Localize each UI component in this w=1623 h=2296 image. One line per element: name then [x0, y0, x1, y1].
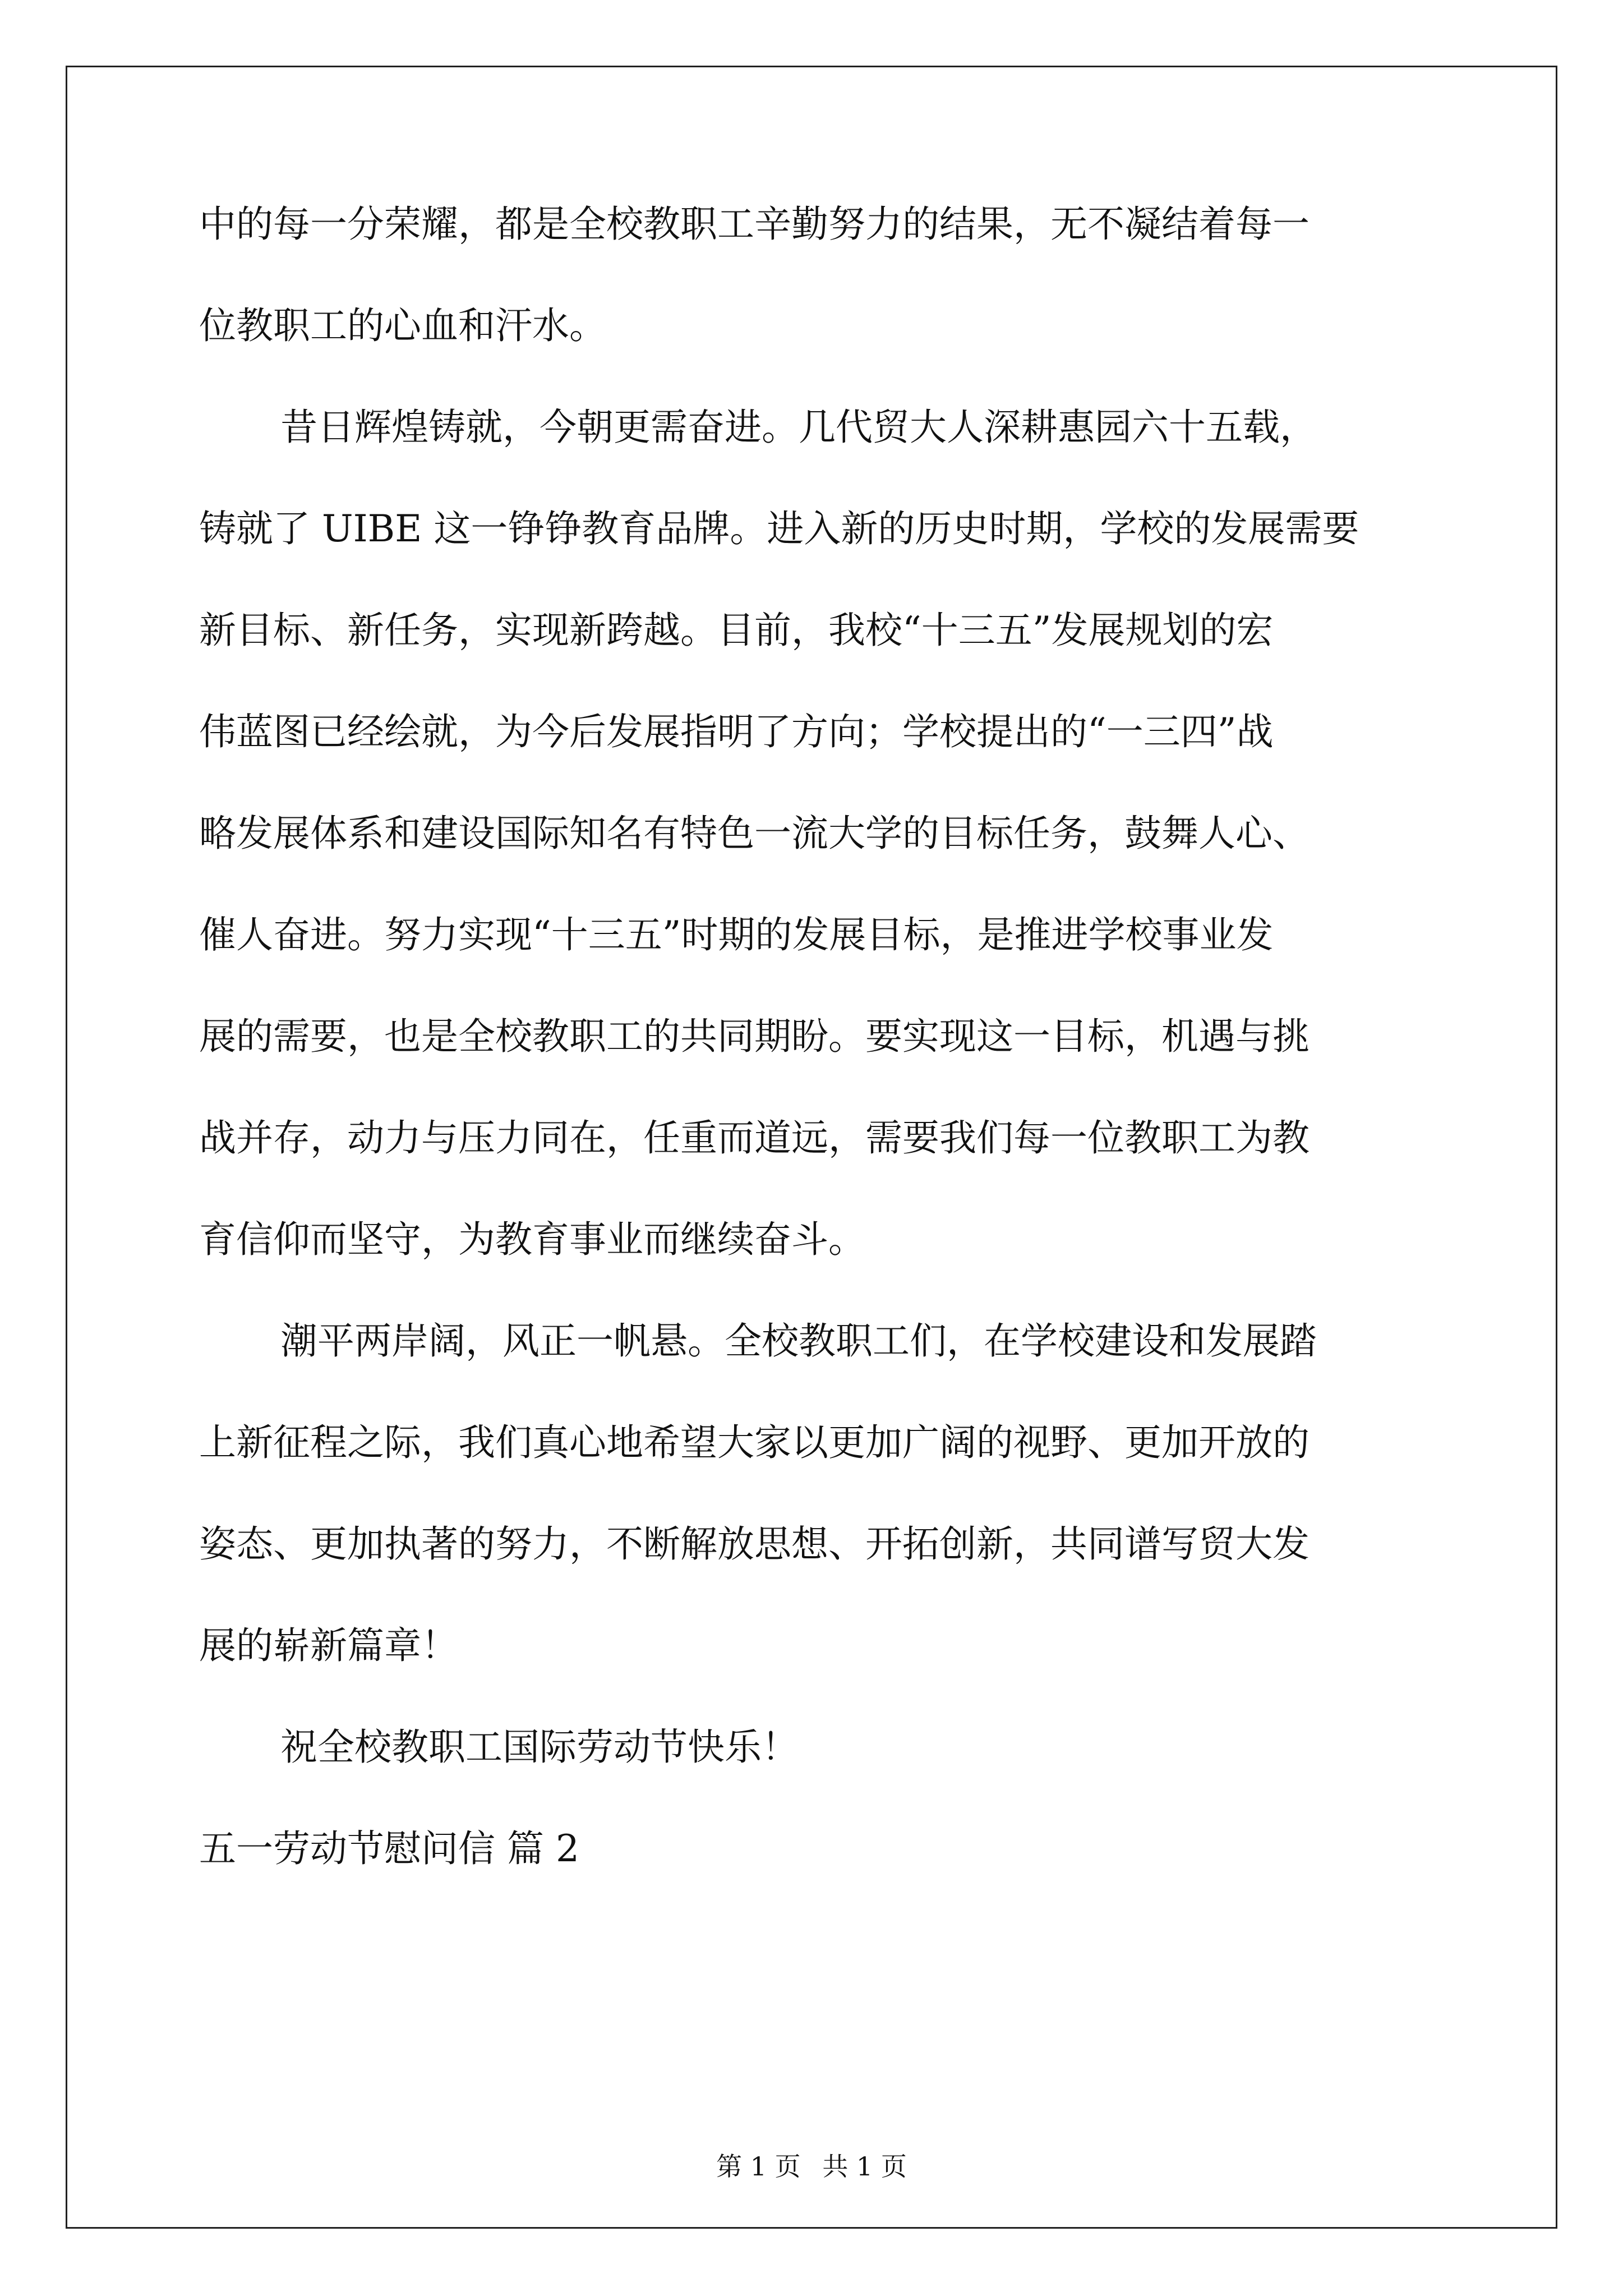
- text-line: 略发展体系和建设国际知名有特色一流大学的目标任务，鼓舞人心、: [199, 812, 1310, 855]
- total-pages: 共 1 页: [822, 2151, 907, 2182]
- text-line: 战并存，动力与压力同在，任重而道远，需要我们每一位教职工为教: [199, 1116, 1310, 1159]
- paragraph-start-line: 潮平两岸阔，风正一帆悬。全校教职工们，在学校建设和发展踏: [280, 1319, 1317, 1363]
- text-line: 育信仰而坚守，为教育事业而继续奋斗。: [199, 1218, 865, 1261]
- text-line: 催人奋进。努力实现“十三五”时期的发展目标，是推进学校事业发: [199, 913, 1274, 956]
- paragraph-start-line: 昔日辉煌铸就，今朝更需奋进。几代贸大人深耕惠园六十五载，: [280, 406, 1317, 449]
- greeting-line: 祝全校教职工国际劳动节快乐！: [280, 1726, 799, 1769]
- text-line: 位教职工的心血和汗水。: [199, 304, 606, 347]
- document-body: [199, 196, 1433, 1922]
- text-line: 中的每一分荣耀，都是全校教职工辛勤努力的结果，无不凝结着每一: [199, 203, 1310, 246]
- text-line: 铸就了 UIBE 这一铮铮教育品牌。进入新的历史时期，学校的发展需要: [199, 507, 1359, 550]
- text-line: 姿态、更加执著的努力，不断解放思想、开拓创新，共同谱写贸大发: [199, 1522, 1310, 1566]
- text-line: 展的崭新篇章！: [199, 1624, 458, 1667]
- text-line: 新目标、新任务，实现新跨越。目前，我校“十三五”发展规划的宏: [199, 609, 1274, 652]
- page-footer: [0, 2150, 1623, 2183]
- section-heading: 五一劳动节慰问信 篇 2: [199, 1827, 579, 1870]
- text-line: 上新征程之际，我们真心地希望大家以更加广阔的视野、更加开放的: [199, 1421, 1310, 1464]
- text-line: 展的需要，也是全校教职工的共同期盼。要实现这一目标，机遇与挑: [199, 1015, 1310, 1058]
- text-line: 伟蓝图已经绘就，为今后发展指明了方向；学校提出的“一三四”战: [199, 710, 1274, 753]
- page-number: 第 1 页: [716, 2151, 801, 2182]
